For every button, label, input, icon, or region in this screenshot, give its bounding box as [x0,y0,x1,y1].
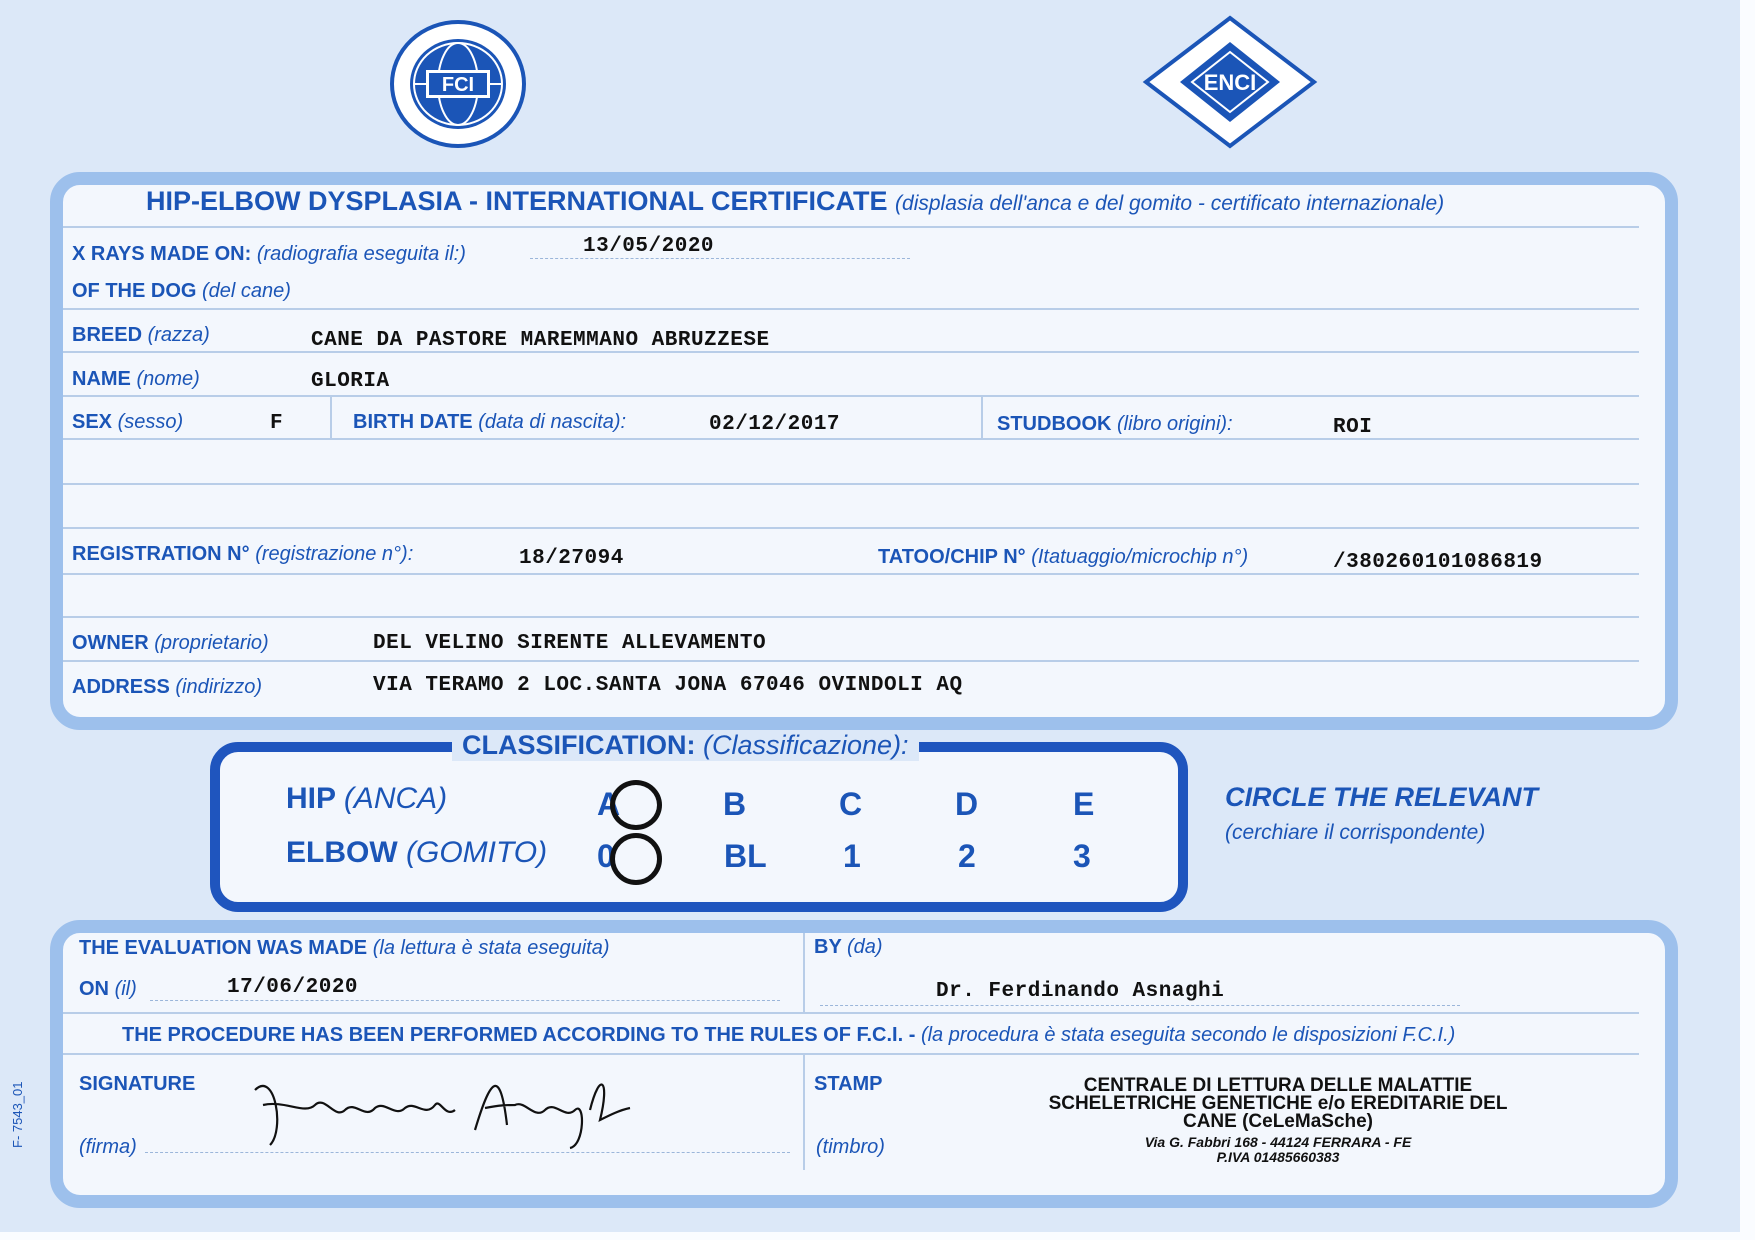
registration-value: 18/27094 [519,547,624,570]
form-code: F- 7543_01 [10,1081,25,1148]
elbow-label: ELBOW (GOMITO) [286,836,548,869]
owner-value: DEL VELINO SIRENTE ALLEVAMENTO [373,632,767,655]
xray-label: X RAYS MADE ON: (radiografia eseguita il:) [72,243,466,265]
studbook-value: ROI [1333,416,1373,439]
lab-stamp: CENTRALE DI LETTURA DELLE MALATTIE SCHELETRICHE GENETICHE e/o EREDITARIE DEL CANE (CeLeMaSche) Via G. Fabbri 168 - 44124 FERRARA - FE P.IVA 01485660383 [1048,1075,1508,1165]
signature-label-it: (firma) [79,1136,137,1158]
dog-label: OF THE DOG (del cane) [72,280,291,302]
on-label: ON (il) [79,978,137,1000]
hip-grade[interactable]: B [723,786,747,822]
evaluation-label: THE EVALUATION WAS MADE (la lettura è stata eseguita) [79,937,610,959]
evaluator-name: Dr. Ferdinando Asnaghi [936,980,1225,1003]
xray-date: 13/05/2020 [583,235,715,258]
address-value: VIA TERAMO 2 LOC.SANTA JONA 67046 OVINDOLI AQ [373,674,963,697]
stamp-label: STAMP [814,1073,883,1095]
studbook-label: STUDBOOK (libro origini): [997,413,1233,435]
page-edge [1740,0,1755,1240]
elbow-selection-circle [610,833,662,885]
breed-label: BREED (razza) [72,324,210,346]
hip-grade[interactable]: D [955,786,979,822]
hip-label: HIP (ANCA) [286,782,448,815]
classification-heading: CLASSIFICATION: (Classificazione): [452,730,919,761]
evaluation-date: 17/06/2020 [227,976,359,999]
classification-frame [210,742,1188,912]
address-label: ADDRESS (indirizzo) [72,676,263,698]
name-value: GLORIA [311,370,390,393]
registration-label: REGISTRATION N° (registrazione n°): [72,543,414,565]
hip-grade[interactable]: E [1073,786,1095,822]
birth-label: BIRTH DATE (data di nascita): [353,411,627,433]
enci-logo-text: ENCI [1203,70,1257,95]
certificate-subtitle: (displasia dell'anca e del gomito - certificato internazionale) [895,192,1445,215]
certificate-title: HIP-ELBOW DYSPLASIA - INTERNATIONAL CERTIFICATE (displasia dell'anca e del gomito - certificato internazionale) [146,186,1445,216]
hip-grade[interactable]: C [839,786,863,822]
sex-label: SEX (sesso) [72,411,184,433]
owner-label: OWNER (proprietario) [72,632,269,654]
name-label: NAME (nome) [72,368,200,390]
hip-selection-circle [610,780,662,830]
by-label: BY (da) [814,936,883,958]
elbow-grade[interactable]: BL [724,838,767,874]
signature-label: SIGNATURE [79,1073,196,1095]
fci-logo-text: FCI [441,74,475,96]
chip-label: TATOO/CHIP N° (Itatuaggio/microchip n°) [878,546,1249,568]
elbow-grade[interactable]: 3 [1073,838,1091,874]
elbow-grade[interactable]: 2 [958,838,976,874]
stamp-label-it: (timbro) [816,1136,885,1158]
sex-value: F [270,412,284,435]
fci-logo [388,20,528,148]
enci-logo [1130,12,1330,152]
chip-value: /380260101086819 [1333,551,1543,574]
hip-grade[interactable]: A [597,786,621,822]
circle-instruction-it: (cerchiare il corrispondente) [1225,821,1486,844]
elbow-grade[interactable]: 1 [843,838,861,874]
procedure-text: THE PROCEDURE HAS BEEN PERFORMED ACCORDING TO THE RULES OF F.C.I. - (la procedura è stata eseguita secondo le disposizioni F.C.I.) [122,1024,1456,1046]
elbow-grade[interactable]: 0 [597,838,615,874]
handwritten-signature [245,1060,665,1150]
page-bottom-edge [0,1232,1755,1240]
circle-instruction: CIRCLE THE RELEVANT [1225,782,1539,812]
birth-value: 02/12/2017 [709,413,841,436]
breed-value: CANE DA PASTORE MAREMMANO ABRUZZESE [311,329,770,352]
